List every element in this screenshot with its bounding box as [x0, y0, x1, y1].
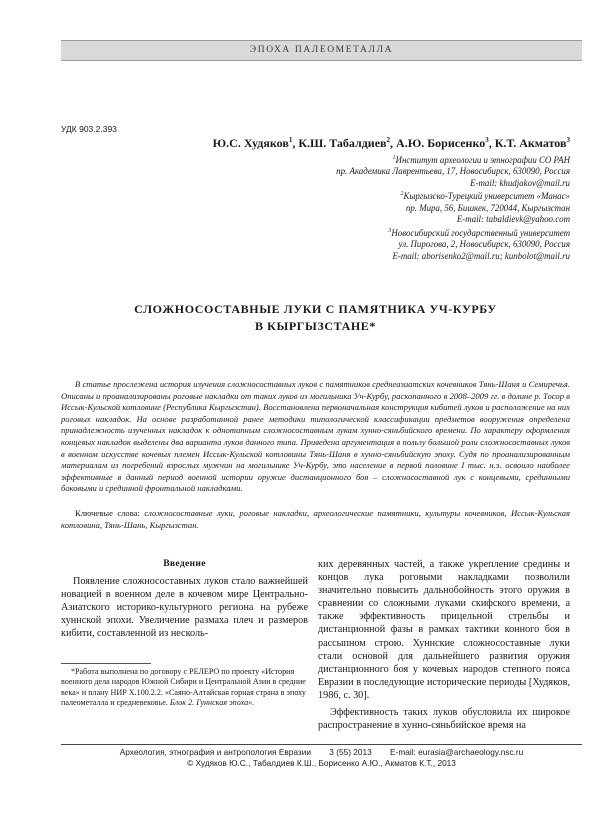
affiliation-address: пр. Академика Лаврентьева, 17, Новосибирск, 630090, Россия — [336, 166, 570, 177]
article-title — [61, 301, 570, 335]
affiliation-mark: 1 — [392, 155, 396, 161]
footer-journal-line — [61, 747, 582, 758]
journal-name: Археология, этнография и антропология Евразии — [119, 747, 311, 757]
article-title-line: СЛОЖНОСОСТАВНЫЕ ЛУКИ С ПАМЯТНИКА УЧ-КУРБУ — [134, 302, 497, 316]
footnote-text: *Работа выполнена по договору с РЕЛЕРО по проекту «История военного дела народов Южной Сибири и Центральной Азии в средние века» и плану НИР Х.100.2.2. «Саяно-Алтайская горная страна в эпоху палеометалла и средневековье. — [61, 667, 306, 708]
footer-divider — [61, 744, 582, 745]
author-name: Ю.С. Худяков — [212, 136, 289, 150]
journal-email: E-mail: eurasia@archaeology.nsc.ru — [390, 747, 524, 757]
affiliation-name — [61, 226, 570, 239]
affiliation-email: E-mail: khudjakov@mail.ru — [470, 177, 570, 188]
udc-code: УДК 903.2.393 — [61, 124, 117, 134]
section-title: ЭПОХА ПАЛЕОМЕТАЛЛА — [249, 45, 394, 55]
affiliation-name-text: Институт археологии и этнографии СО РАН — [395, 154, 570, 165]
affiliation-name — [61, 153, 570, 166]
author-affiliation-mark: 3 — [485, 136, 489, 144]
affiliation-address: ул. Пирогова, 2, Новосибирск, 630090, Россия — [398, 239, 570, 250]
author-list: Ю.С. Худяков$^1$, К.Ш. Табалдиев$^2$, А.Ю. Борисенко$^3$, К.Т. Акматов$^3$ — [212, 136, 570, 150]
affiliation-name — [61, 189, 570, 202]
author-affiliation-mark: 3 — [566, 136, 570, 144]
affiliation-mark: 2 — [400, 191, 404, 198]
affiliation-email: E-mail: tabaldievk@yahoo.com — [456, 214, 570, 225]
keywords-text: сложносоставные луки, роговые накладки, археологические памятники, культуры кочевников, Иссык-Кульская котловина, Тянь-Шань, Кыргызстан. — [61, 508, 570, 530]
affiliations-block — [61, 153, 570, 262]
body-text-right-column — [318, 558, 570, 732]
author-affiliation-mark: 1 — [288, 136, 293, 144]
footnote — [61, 667, 308, 709]
keywords — [61, 508, 570, 531]
body-text-left-column: Появление сложносоставных луков стало важнейшей новацией в военном деле в кочевом мире Центрально-Азиатского историко-культурного региона на рубеже хуннской эпохи. Увеличение размаха плеч и размеров кибити, составленной из несколь- — [61, 576, 308, 640]
author-name: К.Т. Акматов — [494, 136, 567, 150]
section-heading-introduction: Введение — [163, 558, 206, 569]
abstract: В статье прослежена история изучения сложносоставных луков с памятников среднеазиатских кочевников Тянь-Шаня и Семиречья. Описаны и проанализированы роговые накладки от таких луков из могильника Уч-Курбу, раскопанного в 2008–2009 гг. в долине р. Тосор в Иссык-Кульской котловине (Республика Кыргызстан). Восстановлена первоначальная конструкция кибитей луков и расположение на них роговых накладок. На основе разработанной ранее методики типологической классификации предметов вооружения определена принадлежность изученных накладок к однотипным сложносоставным лукам хунно-сяньбийского времени. По характеру оформления концевых накладок выделены два варианта луков данного типа. Приведена аргументация в пользу большой роли сложносоставных луков в военном искусстве кочевых племен Иссык-Кульской котловины Тянь-Шаня в хунно-сяньбийскую эпоху. Судя по проанализированным материалам из погребений взрослых мужчин на могильнике Уч-Курбу, это население в первой половине I тыс. н.э. освоило наиболее эффективные в данный период военной истории оружие дистанционного боя – сложносоставной лук с концевыми, срединными боковыми и срединной фронтальной накладками. — [61, 379, 570, 494]
paragraph: ких деревянных частей, а также укрепление средины и концов лука роговыми накладками позволили значительно повысить дальнобойность этого оружия в сравнении со сложными луками скифского времени, а также эффективность прицельной стрельбы и дистанционной фазы в рамках тактики конного боя в рассыпном строю. Хуннские сложносоставные луки стали основой для дальнейшего развития оружия дистанционного боя у кочевых народов степного пояса Евразии в последующие исторические периоды [Худяков, 1986, с. 30]. — [318, 559, 570, 701]
keywords-label: Ключевые слова: — [75, 508, 140, 518]
footnote-italic-text: Блок 2. Гуннская эпоха». — [169, 698, 255, 708]
author-name: А.Ю. Борисенко — [396, 136, 486, 150]
footnote-divider — [61, 663, 151, 664]
section-header-band — [61, 40, 582, 61]
author-name: К.Ш. Табалдиев — [298, 136, 387, 150]
article-title-line: В КЫРГЫЗСТАНЕ* — [254, 319, 377, 333]
author-affiliation-mark: 2 — [386, 136, 391, 144]
affiliation-name-text: Кыргызско-Турецкий университет «Манас» — [403, 191, 570, 202]
affiliation-mark: 3 — [388, 227, 392, 234]
affiliation-email: E-mail: aborisenko2@mail.ru; kunbolot@mail.ru — [392, 250, 570, 261]
copyright: © Худяков Ю.С., Табалдиев К.Ш., Борисенко А.Ю., Акматов К.Т., 2013 — [187, 758, 456, 768]
paragraph: Эффективность таких луков обусловила их широкое распространение в хунно-сяньбийское время на — [318, 707, 570, 732]
page-footer — [61, 747, 582, 769]
affiliation-name-text: Новосибирский государственный университет — [391, 227, 570, 238]
affiliation-address: пр. Мира, 56, Бишкек, 720044, Кыргызстан — [405, 202, 570, 213]
journal-issue: 3 (55) 2013 — [329, 747, 372, 757]
